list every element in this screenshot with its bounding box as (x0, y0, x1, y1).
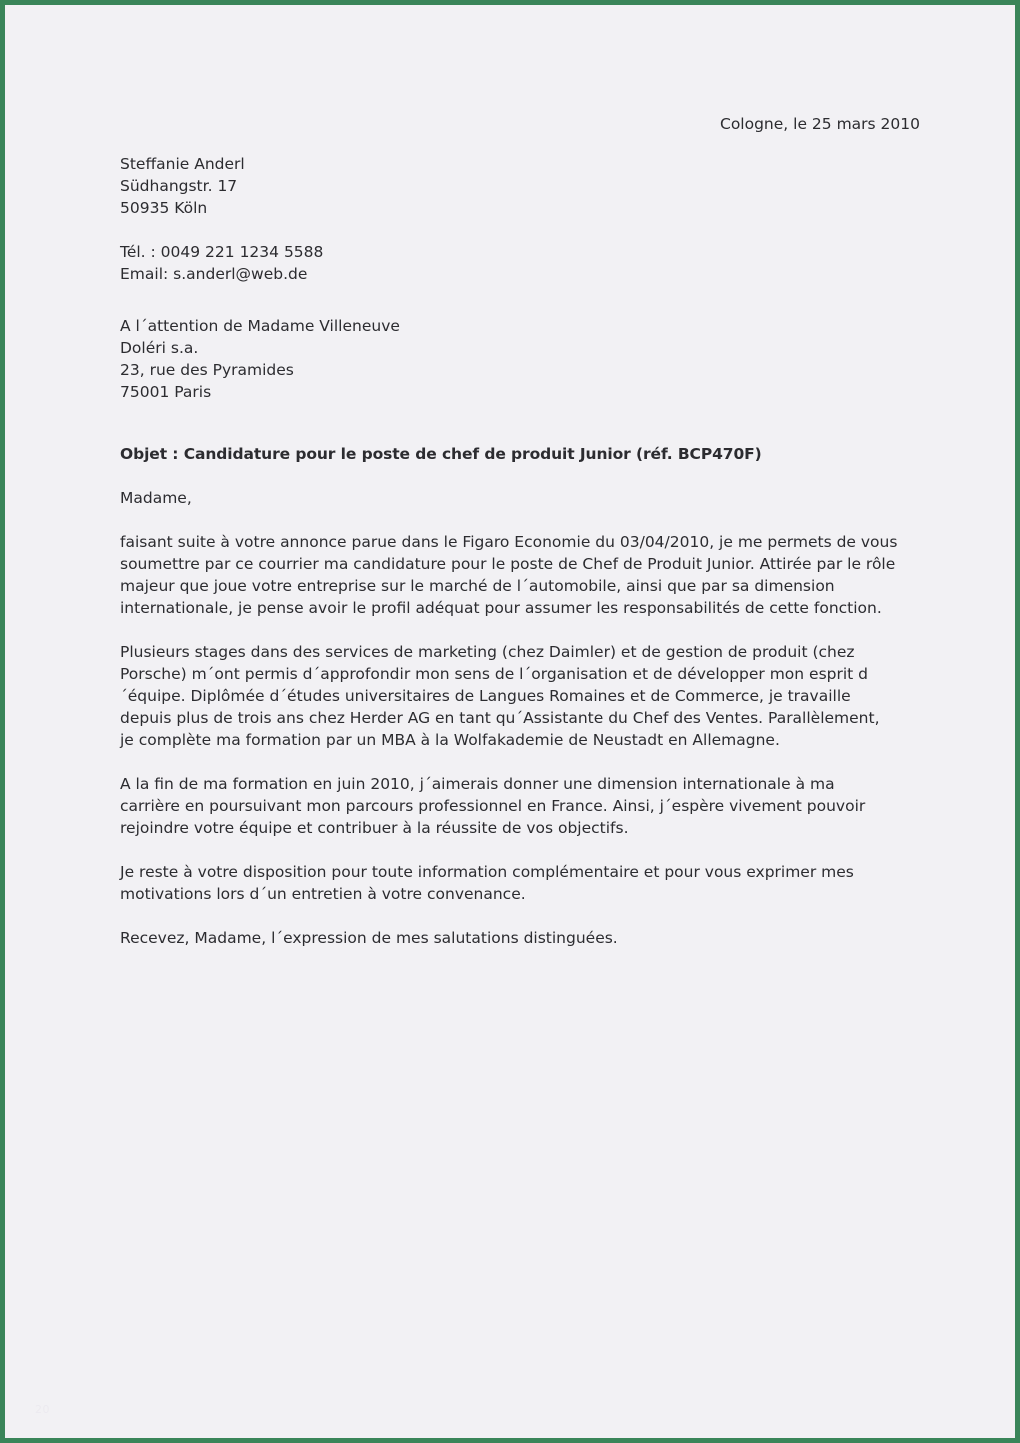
spacer (120, 751, 920, 773)
spacer (120, 619, 920, 641)
subject-line: Objet : Candidature pour le poste de chef de produit Junior (réf. BCP470F) (120, 445, 762, 463)
body-paragraph-4: Je reste à votre disposition pour toute information complémentaire et pour vous exprimer mes motivations lors d´un entretien à votre convenance. (120, 863, 854, 903)
scan-artifact-mark: 20 (35, 1403, 50, 1416)
closing-salutation: Recevez, Madame, l´expression de mes salutations distinguées. (120, 929, 618, 947)
recipient-attention: A l´attention de Madame Villeneuve (120, 317, 400, 335)
spacer (120, 839, 920, 861)
recipient-street: 23, rue des Pyramides (120, 361, 294, 379)
body-paragraph-2: Plusieurs stages dans des services de marketing (chez Daimler) et de gestion de produit (chez Porsche) m´ont permis d´approfondir mon sens de l´organisation et de développer mon esprit d´équipe. Diplômée d´études universitaires de Langues Romaines et de Commerce, je travaille depuis plus de trois ans chez Herder AG en tant qu´Assistante du Chef des Ventes. Parallèlement, je complète ma formation par un MBA à la Wolfakademie de Neustadt en Allemagne. (120, 643, 880, 749)
sender-contact-block (120, 241, 920, 285)
body-paragraph-3: A la fin de ma formation en juin 2010, j´aimerais donner une dimension internationale à ma carrière en poursuivant mon parcours professionnel en France. Ainsi, j´espère vivement pouvoir rejoindre votre équipe et contribuer à la réussite de vos objectifs. (120, 775, 866, 837)
spacer (120, 403, 920, 443)
spacer (120, 219, 920, 241)
date-line: Cologne, le 25 mars 2010 (720, 115, 920, 133)
recipient-address-block (120, 315, 920, 403)
recipient-city: 75001 Paris (120, 383, 212, 401)
sender-name: Steffanie Anderl (120, 155, 245, 173)
spacer (120, 285, 920, 315)
sender-phone: Tél. : 0049 221 1234 5588 (120, 243, 324, 261)
spacer (120, 465, 920, 487)
spacer (120, 905, 920, 927)
salutation: Madame, (120, 489, 192, 507)
sender-email: Email: s.anderl@web.de (120, 265, 308, 283)
sender-address-block (120, 153, 920, 219)
body-paragraph-1: faisant suite à votre annonce parue dans le Figaro Economie du 03/04/2010, je me permets de vous soumettre par ce courrier ma candidature pour le poste de Chef de Produit Junior. Attirée par le rôle majeur que joue votre entreprise sur le marché de l´automobile, ainsi que par sa dimension internationale, je pense avoir le profil adéquat pour assumer les responsabilités de cette fonction. (120, 533, 898, 617)
recipient-company: Doléri s.a. (120, 339, 199, 357)
letter-body (120, 113, 920, 949)
sender-city: 50935 Köln (120, 199, 208, 217)
sender-street: Südhangstr. 17 (120, 177, 238, 195)
spacer (120, 509, 920, 531)
